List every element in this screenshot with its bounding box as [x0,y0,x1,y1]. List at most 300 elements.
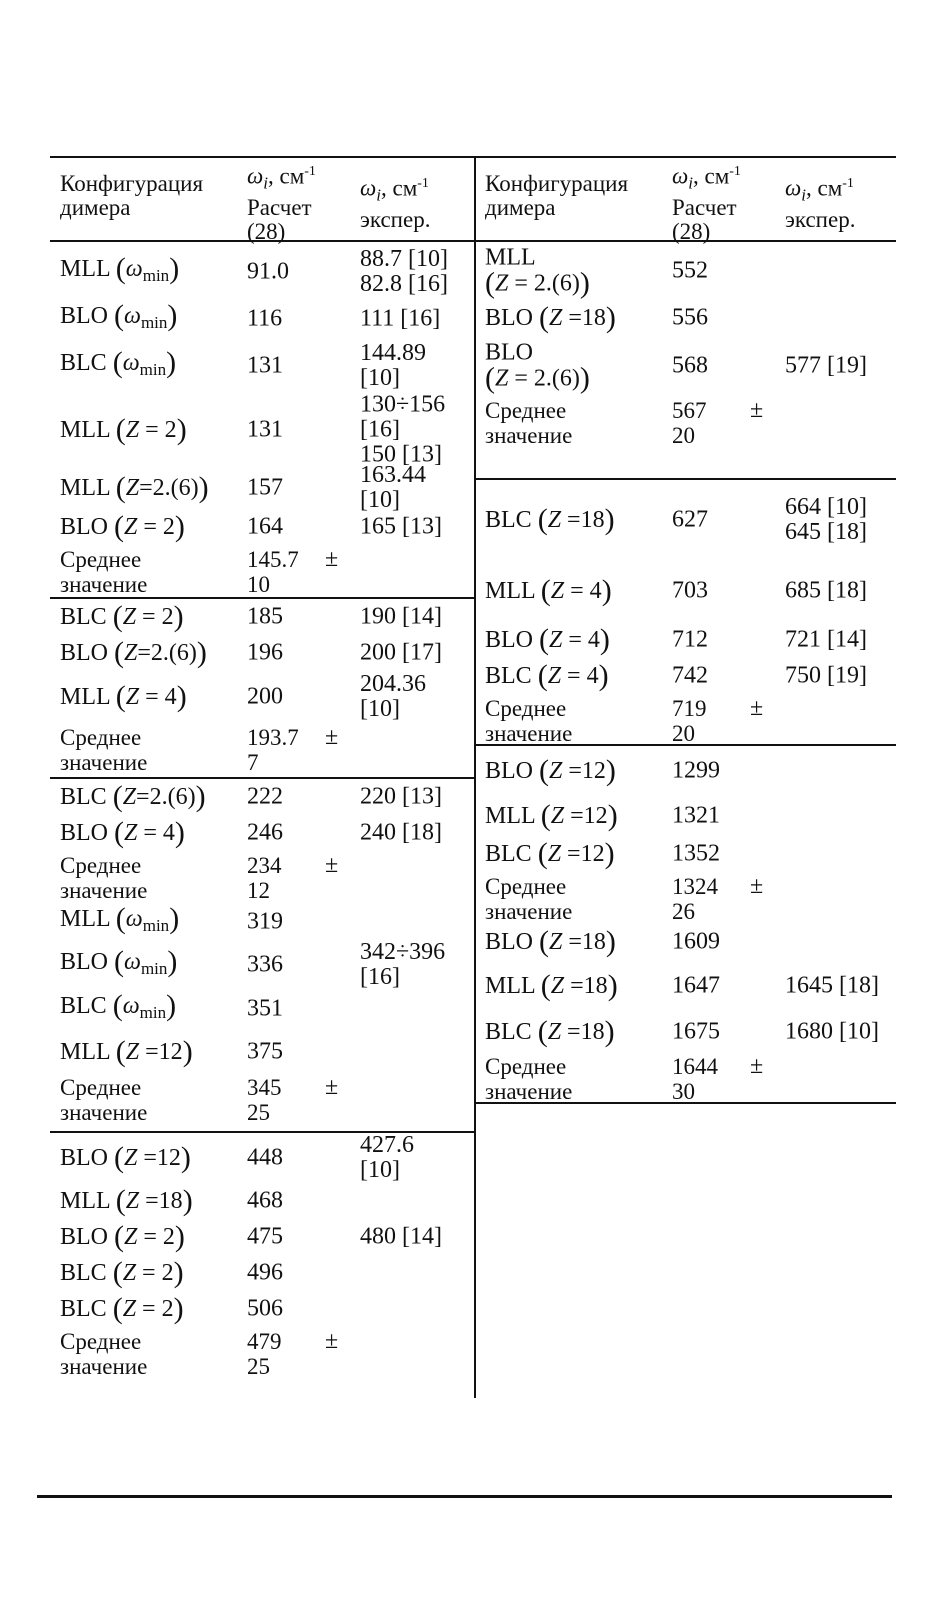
config-param [125,906,170,935]
z-value: = 4 [564,578,602,604]
paren-close: ) [605,754,616,787]
omega-subscript: min [142,916,170,935]
config-name: BLO [60,949,114,975]
z-value: =2.(6) [139,474,199,501]
config-param [549,305,606,331]
config-label [60,1292,184,1325]
paren-open: ( [112,1292,123,1325]
config-label [485,837,615,870]
calc-value: 246 [247,819,283,846]
config-label [485,339,590,395]
row-group [50,599,474,779]
omega-subscript: min [142,265,170,285]
config-param [122,993,167,1022]
config-name: MLL [60,474,116,501]
table-row [475,924,896,960]
average-label-line1: Среднее [485,874,567,899]
calc-value: 496 [247,1259,283,1286]
paren-close: ) [173,1292,184,1325]
calc-value: 1352 [672,840,720,867]
paren-close: ) [174,1220,185,1253]
plus-minus-sign: ± [750,873,764,899]
config-label [485,623,610,656]
paren-close: ) [605,301,616,334]
config-param [126,475,199,501]
exp-value: 144.89 [10] [360,339,426,391]
config-param-line [485,266,590,300]
paren-close: ) [173,600,184,633]
average-value [672,1054,718,1104]
z-value: = 4 [137,820,175,846]
table-row [50,987,474,1031]
config-param [549,758,606,784]
config-label [60,780,206,813]
paren-close: ) [174,816,185,849]
paren-open: ( [115,1035,126,1068]
paren-open: ( [537,1015,548,1048]
average-mean: 479 [247,1329,282,1354]
paren-close: ) [604,1015,615,1048]
config-label [60,413,187,446]
config-name: BLO [485,758,539,784]
z-symbol: Z [547,1019,562,1045]
table-row [475,622,896,658]
exp-value: 240 [18] [360,819,442,846]
average-row [475,396,896,478]
paren-close: ) [182,1035,193,1068]
average-mean: 1644 [672,1054,718,1079]
paren-open: ( [539,623,549,656]
paren-close: ) [180,1141,191,1174]
paren-close: ) [182,1184,193,1217]
config-name: BLO [60,820,114,846]
table-row [475,480,896,560]
average-error: 25 [247,1354,270,1379]
average-row [50,851,474,901]
paren-close: ) [167,945,178,978]
omega-symbol: ω [360,175,377,201]
z-value: = 4 [561,663,599,689]
config-param [122,349,167,379]
table-row [475,560,896,622]
omega-subscript: i [801,185,806,205]
config-name: BLC [60,349,113,376]
paren-close: ) [579,361,590,395]
config-name: BLO [60,1145,114,1171]
calc-value: 506 [247,1295,283,1322]
average-value [247,1329,282,1379]
header-calc-line3: (28) [672,218,711,244]
table-left-half [50,156,474,1379]
average-value [672,398,707,448]
paren-open: ( [112,345,123,379]
average-label-line2: значение [485,423,573,448]
unit-label: , см [805,175,843,201]
paren-open: ( [112,1256,123,1289]
calc-value: 222 [247,783,283,810]
header-calc-line1 [672,160,741,196]
paren-close: ) [169,251,180,285]
config-name: MLL [60,1188,116,1214]
z-value: =12 [562,758,606,784]
average-mean: 719 [672,696,707,721]
average-error: 7 [247,750,259,775]
paren-open: ( [485,266,495,300]
omega-subscript: min [140,313,168,332]
paren-open: ( [539,754,549,787]
exp-value: 480 [14] [360,1223,442,1250]
config-label [60,1256,184,1289]
table-header [475,156,896,242]
plus-minus-sign: ± [325,546,339,572]
z-symbol: Z [549,627,563,653]
average-label-line2: значение [60,750,148,775]
average-label [60,725,147,775]
table-row [50,939,474,990]
config-name: BLC [60,993,113,1019]
average-label-line2: значение [60,1354,148,1379]
config-label [60,1184,193,1217]
config-param [548,663,599,689]
config-param [549,929,606,955]
average-label-line1: Среднее [485,398,567,423]
table-row [475,796,896,836]
config-name: BLO [485,339,533,366]
exp-value: 664 [10] 645 [18] [785,494,867,545]
exp-value: 1680 [10] [785,1018,879,1045]
omega-symbol: ω [125,255,143,282]
config-label [60,470,209,504]
paren-close: ) [605,925,616,958]
config-name: MLL [60,1039,116,1065]
paren-open: ( [114,816,124,849]
paren-open: ( [115,251,126,285]
average-label [60,547,147,597]
z-value: =12 [137,1145,181,1171]
calc-value: 164 [247,513,283,540]
average-label-line2: значение [60,572,148,597]
header-calc-line2: Расчет [247,194,312,220]
unit-exponent: -1 [729,164,741,179]
config-label [60,510,185,543]
unit-label: , см [267,163,305,189]
paren-open: ( [114,1141,124,1174]
paren-open: ( [112,989,123,1022]
paren-close: ) [174,510,185,543]
calc-value: 742 [672,662,708,689]
config-label [485,503,615,536]
exp-value: 88.7 [10] 82.8 [16] [360,245,448,297]
config-label [60,1220,185,1253]
omega-symbol: ω [124,303,141,329]
z-value: = 2 [136,1296,174,1322]
calc-value: 552 [672,257,708,284]
average-mean: 1324 [672,874,718,899]
table-row [475,746,896,796]
paren-close: ) [598,659,609,692]
calc-value: 448 [247,1144,283,1171]
paren-open: ( [485,361,495,395]
config-label [60,945,178,981]
table-row [50,1133,474,1183]
config-param [123,784,196,810]
header-config-line2: димера [60,195,131,220]
calc-value: 185 [247,603,283,630]
paren-close: ) [196,636,207,669]
z-symbol: Z [547,507,562,533]
calc-value: 475 [247,1223,283,1250]
config-name: BLO [485,627,539,653]
paren-close: ) [195,780,206,813]
config-label [485,1015,615,1048]
config-name: MLL [485,578,541,604]
header-exp-line1 [785,172,855,208]
average-label [60,853,147,903]
calc-value: 468 [247,1187,283,1214]
config-name: BLO [60,303,114,329]
config-name: MLL [485,973,541,999]
z-value: = 2.(6) [508,365,580,392]
paren-close: ) [167,299,178,332]
table-row [50,337,474,394]
average-mean: 193.7 [247,725,299,750]
row-group [475,746,896,1104]
unit-exponent: -1 [417,176,429,191]
config-label [485,574,612,607]
config-name: BLO [60,640,114,666]
z-symbol: Z [549,305,563,331]
paren-open: ( [114,636,124,669]
paren-close: ) [607,799,618,832]
z-value: =2.(6) [137,640,197,666]
z-value: =12 [139,1039,183,1065]
exp-value: 1645 [18] [785,972,879,999]
plus-minus-sign: ± [750,1053,764,1079]
config-name: BLC [485,507,538,533]
average-label-line1: Среднее [60,853,142,878]
average-error: 30 [672,1079,695,1104]
unit-exponent: -1 [304,164,316,179]
header-calc [247,160,316,244]
config-name: BLC [60,784,113,810]
z-symbol: Z [124,640,138,666]
z-value: =2.(6) [136,784,196,810]
paren-close: ) [173,1256,184,1289]
average-value [672,696,707,746]
table-right-half [475,156,896,1104]
paren-open: ( [537,503,548,536]
average-label-line2: значение [485,899,573,924]
average-mean: 234 [247,853,282,878]
plus-minus-sign: ± [325,1074,339,1100]
config-param [126,684,177,710]
config-label [60,680,187,713]
paren-close: ) [601,574,612,607]
table-row [50,635,474,671]
table-row [50,391,474,468]
table-row [475,658,896,694]
omega-symbol: ω [672,163,689,189]
header-config-line2: димера [485,195,556,220]
calc-value: 351 [247,995,283,1022]
paren-close: ) [166,345,177,379]
plus-minus-sign: ± [325,1328,339,1354]
header-exp-line1 [360,172,430,208]
average-label [485,696,572,746]
config-name: BLO [60,514,114,540]
config-param [548,1019,605,1045]
config-label [485,244,590,300]
z-value: =18 [139,1188,183,1214]
paren-close: ) [198,470,209,504]
config-param [548,841,605,867]
header-calc [672,160,741,244]
z-symbol: Z [122,1296,137,1322]
paren-open: ( [115,902,126,935]
config-label [60,816,185,849]
config-param [126,1039,183,1065]
average-error: 10 [247,572,270,597]
z-symbol: Z [125,1188,140,1214]
average-label [60,1329,147,1379]
table-row [475,300,896,336]
config-name: BLO [485,305,539,331]
paren-close: ) [176,413,187,446]
paren-open: ( [539,301,549,334]
config-name: MLL [60,255,116,282]
config-name: BLC [60,1296,113,1322]
paren-close: ) [604,503,615,536]
table-row [50,509,474,545]
average-mean: 145.7 [247,547,299,572]
config-name: MLL [60,417,116,443]
config-param [551,578,602,604]
average-row [475,872,896,924]
config-label [60,902,180,938]
table-row [475,960,896,1012]
paren-close: ) [604,837,615,870]
average-label [485,1054,572,1104]
omega-subscript: min [139,359,167,379]
table-row [50,242,474,301]
z-symbol: Z [125,684,140,710]
header-calc-line2: Расчет [672,194,737,220]
config-label [60,1035,193,1068]
calc-value: 157 [247,474,283,500]
paren-open: ( [114,299,124,332]
calc-value: 131 [247,352,283,378]
average-error: 26 [672,899,695,924]
paren-open: ( [112,600,123,633]
table-row [50,1255,474,1291]
average-label-line1: Среднее [60,1329,142,1354]
paren-open: ( [114,1220,124,1253]
average-label-line2: значение [485,1079,573,1104]
omega-subscript: i [263,173,268,193]
calc-value: 556 [672,304,708,331]
average-value [247,1075,282,1125]
z-symbol: Z [547,841,562,867]
paren-open: ( [115,470,126,504]
config-name: BLO [60,1224,114,1250]
average-label-line1: Среднее [60,547,142,572]
header-exp-line2: экспер. [785,206,856,232]
z-value: = 2 [136,604,174,630]
config-label [60,299,178,335]
calc-value: 319 [247,908,283,935]
header-exp [785,172,855,232]
average-label-line2: значение [60,1100,148,1125]
average-label-line1: Среднее [485,1054,567,1079]
header-config-line1: Конфигурация [60,171,204,196]
omega-symbol: ω [125,906,143,932]
table-header [50,156,474,242]
paren-close: ) [166,989,177,1022]
average-value [247,725,299,775]
paren-open: ( [539,925,549,958]
config-label [485,969,618,1002]
omega-subscript: min [139,1003,167,1022]
calc-value: 196 [247,639,283,666]
table-row [50,599,474,635]
calc-value: 1609 [672,928,720,955]
z-symbol: Z [550,803,565,829]
paren-open: ( [114,510,124,543]
row-group [50,1133,474,1379]
calc-value: 375 [247,1038,283,1065]
plus-minus-sign: ± [750,695,764,721]
paren-open: ( [114,945,124,978]
config-param [124,820,175,846]
config-label [60,989,177,1025]
average-mean: 567 [672,398,707,423]
z-symbol: Z [124,1145,138,1171]
config-param [124,640,197,666]
row-group [50,242,474,599]
header-config [60,172,203,220]
omega-symbol: ω [247,163,264,189]
z-symbol: Z [122,784,137,810]
config-label [60,345,177,382]
z-symbol: Z [125,474,140,501]
header-config-line1: Конфигурация [485,171,629,196]
average-label [60,1075,147,1125]
config-param [495,366,580,392]
paren-close: ) [599,623,610,656]
config-name: MLL [60,684,116,710]
unit-label: , см [380,175,418,201]
table-row [50,901,474,943]
config-label [485,925,616,958]
exp-value: 204.36 [10] [360,671,426,722]
calc-value: 200 [247,683,283,710]
average-error: 20 [672,721,695,746]
header-exp [360,172,430,232]
calc-value: 712 [672,626,708,653]
config-param [548,507,605,533]
config-param [124,1145,181,1171]
config-param [495,271,580,297]
exp-value: 163.44 [10] [360,461,426,513]
z-symbol: Z [549,758,563,784]
row-group [50,779,474,1133]
average-value [672,874,718,924]
calc-value: 568 [672,352,708,379]
config-param [123,1260,174,1286]
table-row [50,1291,474,1327]
average-error: 20 [672,423,695,448]
average-row [50,1327,474,1379]
